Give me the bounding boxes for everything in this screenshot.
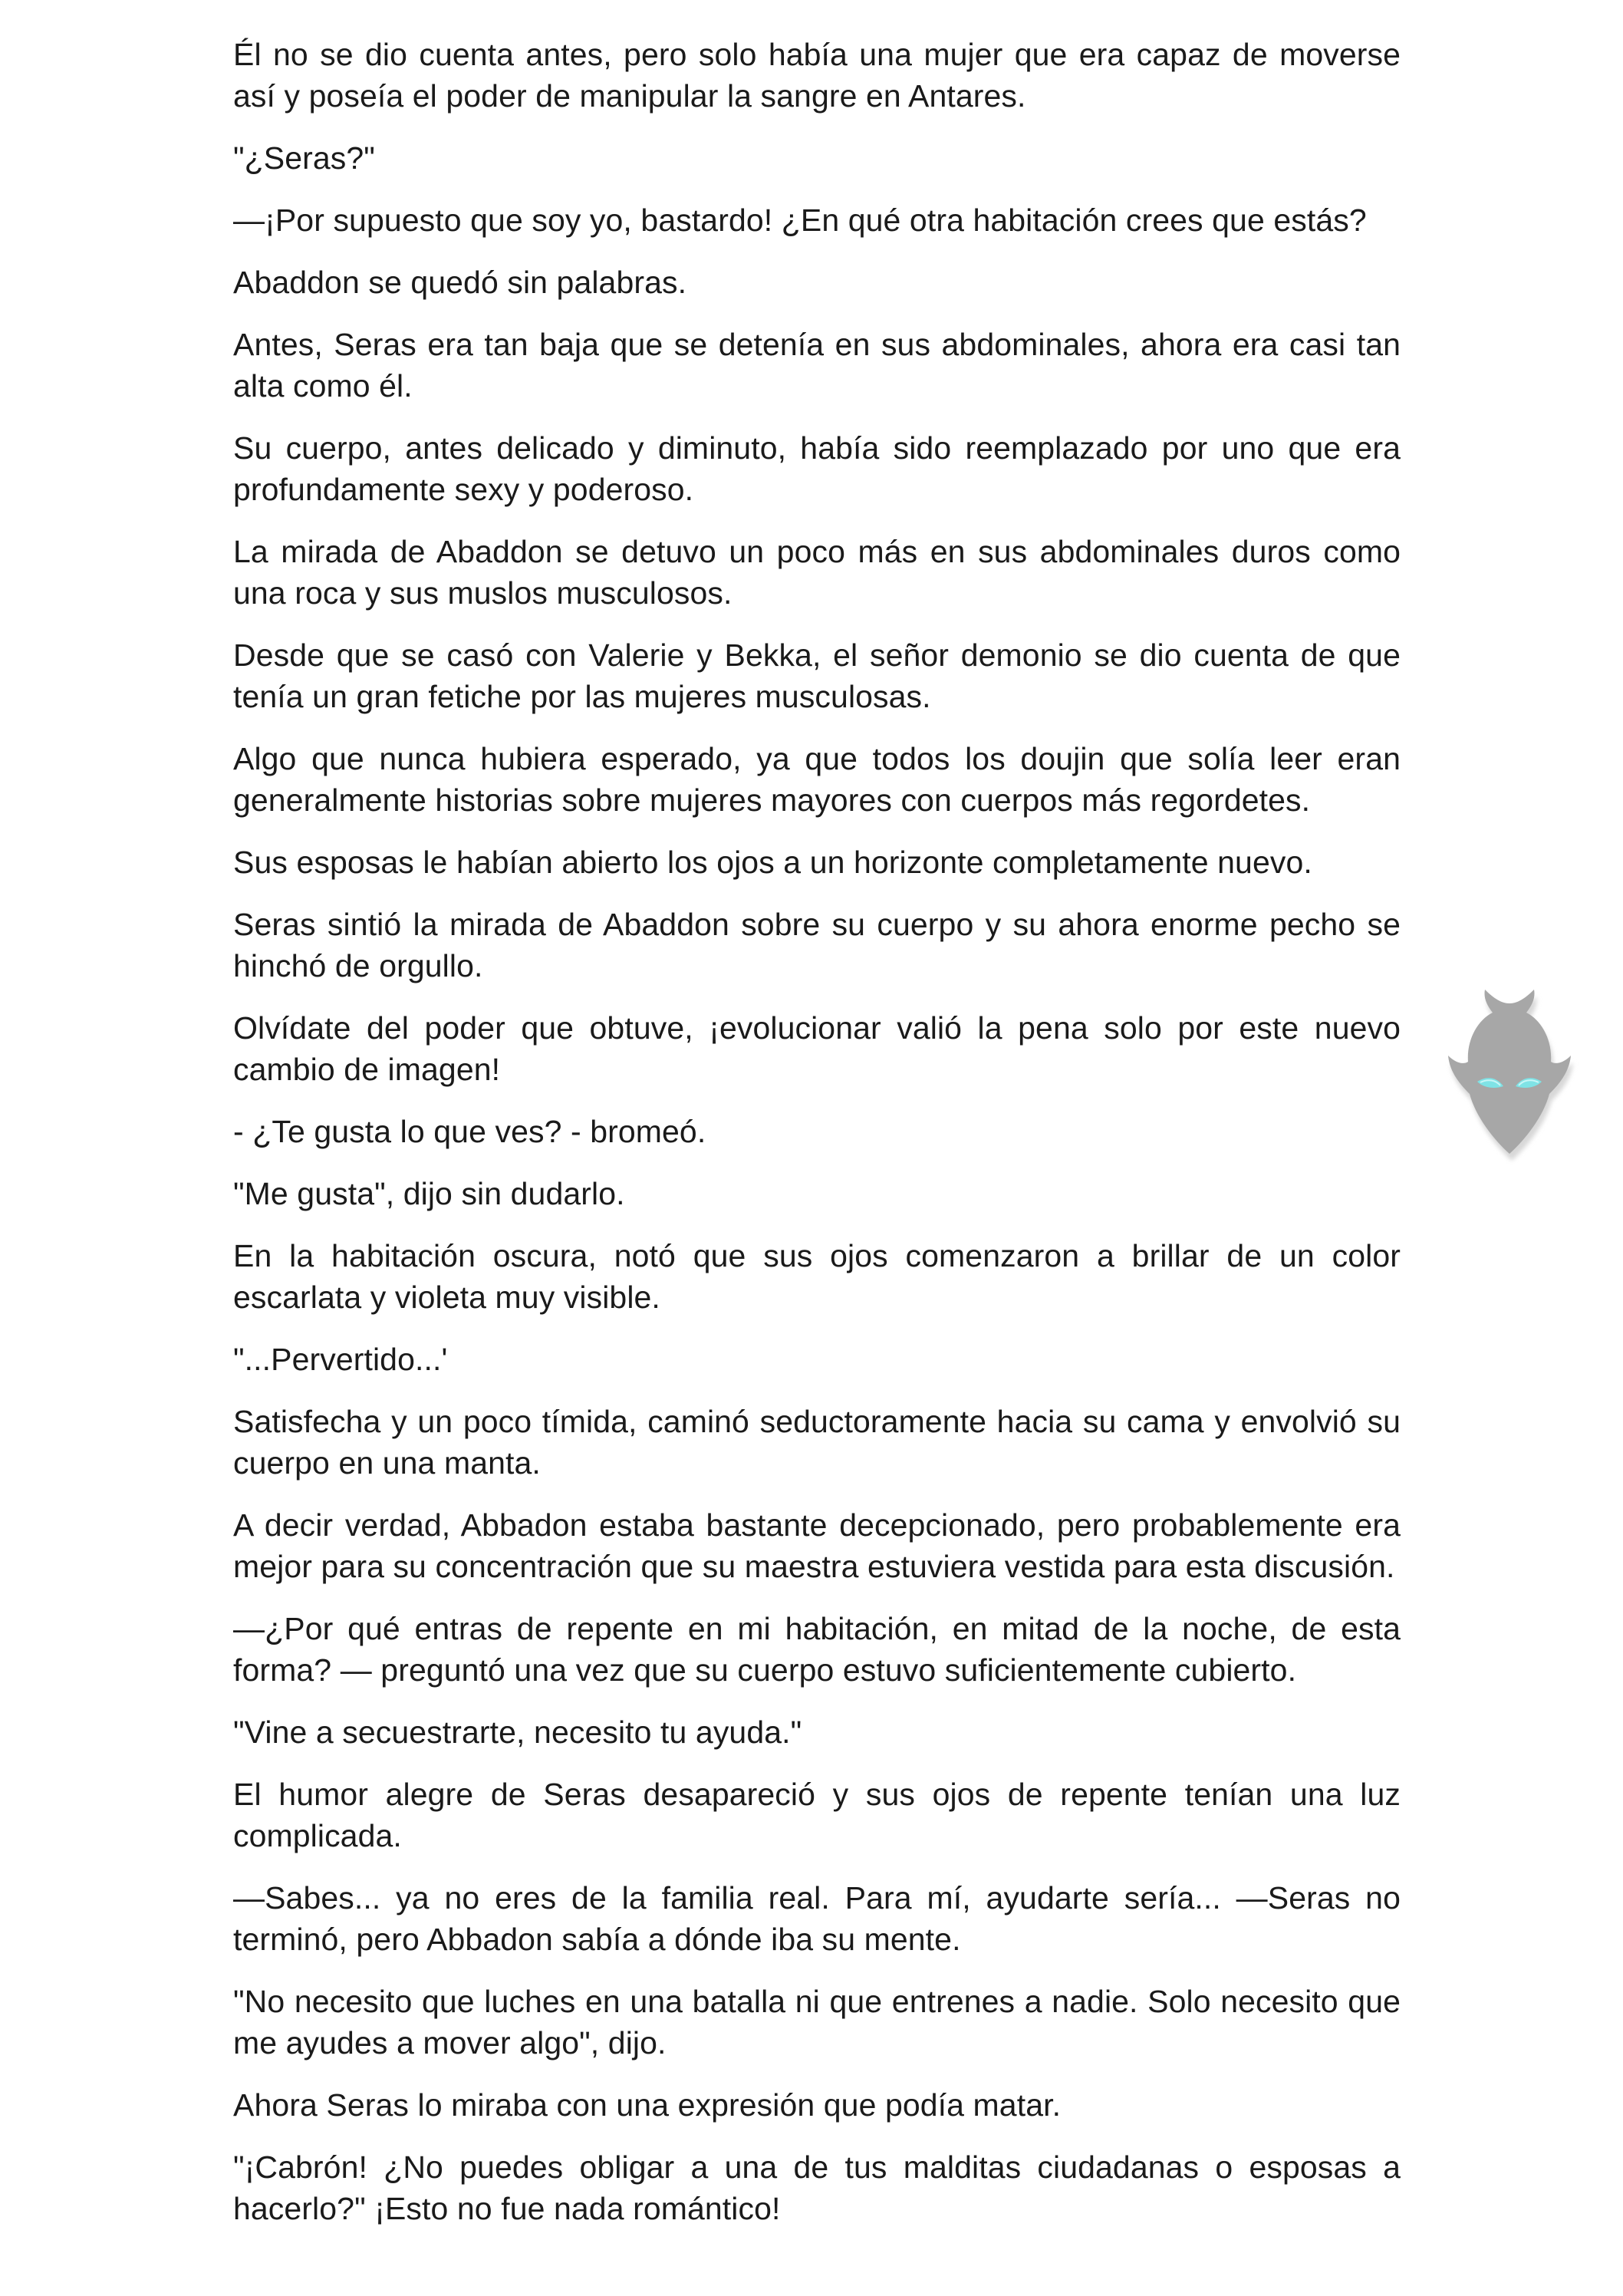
paragraph: El humor alegre de Seras desapareció y sus ojos de repente tenían una luz complicada.	[233, 1777, 1401, 1853]
paragraph: —¡Por supuesto que soy yo, bastardo! ¿En qué otra habitación crees que estás?	[233, 203, 1367, 238]
paragraph: "...Pervertido...'	[233, 1342, 448, 1377]
paragraph: "No necesito que luches en una batalla ni que entrenes a nadie. Solo necesito que me ayudes a mover algo", dijo.	[233, 1984, 1401, 2060]
paragraph: Abaddon se quedó sin palabras.	[233, 265, 687, 300]
paragraph: "¡Cabrón! ¿No puedes obligar a una de tus malditas ciudadanas o esposas a hacerlo?" ¡Esto no fue nada romántico!	[233, 2149, 1401, 2226]
document-body	[233, 34, 1401, 2250]
paragraph: En la habitación oscura, notó que sus ojos comenzaron a brillar de un color escarlata y violeta muy visible.	[233, 1238, 1401, 1315]
paragraph: —Sabes... ya no eres de la familia real. Para mí, ayudarte sería... —Seras no terminó, pero Abbadon sabía a dónde iba su mente.	[233, 1880, 1401, 1957]
paragraph: Antes, Seras era tan baja que se detenía en sus abdominales, ahora era casi tan alta como él.	[233, 327, 1401, 404]
paragraph: La mirada de Abaddon se detuvo un poco más en sus abdominales duros como una roca y sus muslos musculosos.	[233, 534, 1401, 611]
paragraph: Satisfecha y un poco tímida, caminó seductoramente hacia su cama y envolvió su cuerpo en una manta.	[233, 1404, 1401, 1481]
paragraph: Olvídate del poder que obtuve, ¡evolucionar valió la pena solo por este nuevo cambio de imagen!	[233, 1010, 1401, 1087]
paragraph: Desde que se casó con Valerie y Bekka, el señor demonio se dio cuenta de que tenía un gran fetiche por las mujeres musculosas.	[233, 637, 1401, 714]
paragraph: Ahora Seras lo miraba con una expresión que podía matar.	[233, 2087, 1062, 2123]
paragraph: "Me gusta", dijo sin dudarlo.	[233, 1176, 625, 1211]
paragraph: Sus esposas le habían abierto los ojos a un horizonte completamente nuevo.	[233, 845, 1312, 880]
demon-head-icon	[1433, 990, 1586, 1166]
paragraph: "¿Seras?"	[233, 140, 375, 176]
paragraph: - ¿Te gusta lo que ves? - bromeó.	[233, 1114, 706, 1149]
paragraph: Él no se dio cuenta antes, pero solo había una mujer que era capaz de moverse así y poseía el poder de manipular la sangre en Antares.	[233, 37, 1401, 114]
paragraph: A decir verdad, Abbadon estaba bastante decepcionado, pero probablemente era mejor para su concentración que su maestra estuviera vestida para esta discusión.	[233, 1507, 1401, 1584]
paragraph: Su cuerpo, antes delicado y diminuto, había sido reemplazado por uno que era profundamente sexy y poderoso.	[233, 430, 1401, 507]
paragraph: "Vine a secuestrarte, necesito tu ayuda."	[233, 1715, 802, 1750]
paragraph: Seras sintió la mirada de Abaddon sobre su cuerpo y su ahora enorme pecho se hinchó de orgullo.	[233, 907, 1401, 983]
paragraph: Algo que nunca hubiera esperado, ya que todos los doujin que solía leer eran generalmente historias sobre mujeres mayores con cuerpos más regordetes.	[233, 741, 1401, 818]
paragraph: —¿Por qué entras de repente en mi habitación, en mitad de la noche, de esta forma? — preguntó una vez que su cuerpo estuvo suficientemente cubierto.	[233, 1611, 1401, 1688]
